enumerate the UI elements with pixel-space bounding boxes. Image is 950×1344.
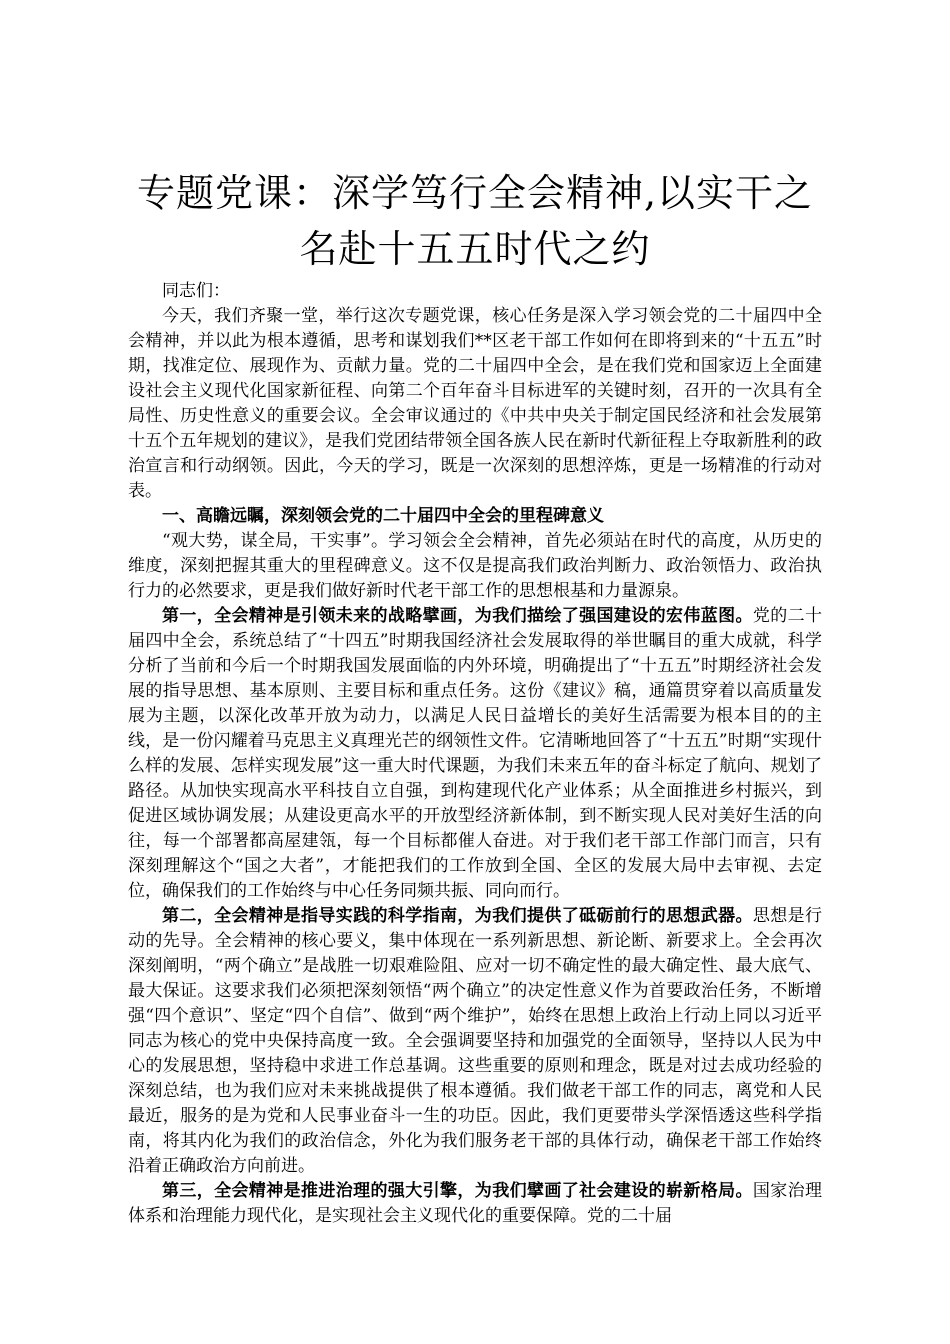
salutation: 同志们： xyxy=(162,281,230,301)
point-2-paragraph xyxy=(128,904,822,1179)
point-3-lead: 第三，全会精神是推进治理的强大引擎，为我们擘画了社会建设的崭新格局。 xyxy=(162,1181,753,1201)
document-title: 专题党课：深学笃行全会精神,以实干之名赴十五五时代之约 xyxy=(136,171,814,271)
document-page xyxy=(128,165,822,1229)
intro-paragraph: 今天，我们齐聚一堂，举行这次专题党课，核心任务是深入学习领会党的二十届四中全会精神，并以此为根本遵循，思考和谋划我们**区老干部工作如何在即将到来的“十五五”时期，找准定位、展现作为、贡献力量。党的二十届四中全会，是在我们党和国家迈上全面建设社会主义现代化国家新征程、向第二个百年奋斗目标进军的关键时刻，召开的一次具有全局性、历史性意义的重要会议。全会审议通过的《中共中央关于制定国民经济和社会发展第十五个五年规划的建议》，是我们党团结带领全国各族人民在新时代新征程上夺取新胜利的政治宣言和行动纲领。因此，今天的学习，既是一次深刻的思想淬炼，更是一场精准的行动对表。 xyxy=(128,306,822,501)
point-1-body: 党的二十届四中全会，系统总结了“十四五”时期我国经济社会发展取得的举世瞩目的重大成就，科学分析了当前和今后一个时期我国发展面临的内外环境，明确提出了“十五五”时期经济社会发展的指导思想、基本原则、主要目标和重点任务。这份《建议》稿，通篇贯穿着以高质量发展为主题，以深化改革开放为动力，以满足人民日益增长的美好生活需要为根本目的的主线，是一份闪耀着马克思主义真理光芒的纲领性文件。它清晰地回答了“十五五”时期“实现什么样的发展、怎样实现发展”这一重大时代课题，为我们未来五年的奋斗标定了航向、规划了路径。从加快实现高水平科技自立自强，到构建现代化产业体系；从全面推进乡村振兴，到促进区域协调发展；从建设更高水平的开放型经济新体制，到不断实现人民对美好生活的向往，每一个部署都高屋建瓴，每一个目标都催人奋进。对于我们老干部工作部门而言，只有深刻理解这个“国之大者”，才能把我们的工作放到全国、全区的发展大局中去审视、去定位，确保我们的工作始终与中心任务同频共振、同向而行。 xyxy=(128,606,823,901)
point-2-body: 思想是行动的先导。全会精神的核心要义，集中体现在一系列新思想、新论断、新要求上。全会再次深刻阐明，“两个确立”是战胜一切艰难险阻、应对一切不确定性的最大确定性、最大底气、最大保证。这要求我们必须把深刻领悟“两个确立”的决定性意义作为首要政治任务，不断增强“四个意识”、坚定“四个自信”、做到“两个维护”，始终在思想上政治上行动上同以习近平同志为核心的党中央保持高度一致。全会强调要坚持和加强党的全面领导，坚持以人民为中心的发展思想，坚持稳中求进工作总基调。这些重要的原则和理念，既是对过去成功经验的深刻总结，也为我们应对未来挑战提供了根本遵循。我们做老干部工作的同志，离党和人民最近，服务的是为党和人民事业奋斗一生的功臣。因此，我们更要带头学深悟透这些科学指南，将其内化为我们的政治信念，外化为我们服务老干部的具体行动，确保老干部工作始终沿着正确政治方向前进。 xyxy=(128,906,823,1176)
section-1-heading: 一、高瞻远瞩，深刻领会党的二十届四中全会的里程碑意义 xyxy=(162,506,604,526)
section-1-intro-paragraph: “观大势，谋全局，干实事”。学习领会全会精神，首先必须站在时代的高度，从历史的维度，深刻把握其重大的里程碑意义。这不仅是提高我们政治判断力、政治领悟力、政治执行力的必然要求，更是我们做好新时代老干部工作的思想根基和力量源泉。 xyxy=(128,531,822,601)
point-1-paragraph xyxy=(128,604,822,904)
point-3-paragraph xyxy=(128,1179,822,1229)
point-3-body: 国家治理体系和治理能力现代化，是实现社会主义现代化的重要保障。党的二十届 xyxy=(128,1181,823,1226)
point-2-lead: 第二，全会精神是指导实践的科学指南，为我们提供了砥砺前行的思想武器。 xyxy=(162,906,753,926)
point-1-lead: 第一，全会精神是引领未来的战略擘画，为我们描绘了强国建设的宏伟蓝图。 xyxy=(162,606,753,626)
